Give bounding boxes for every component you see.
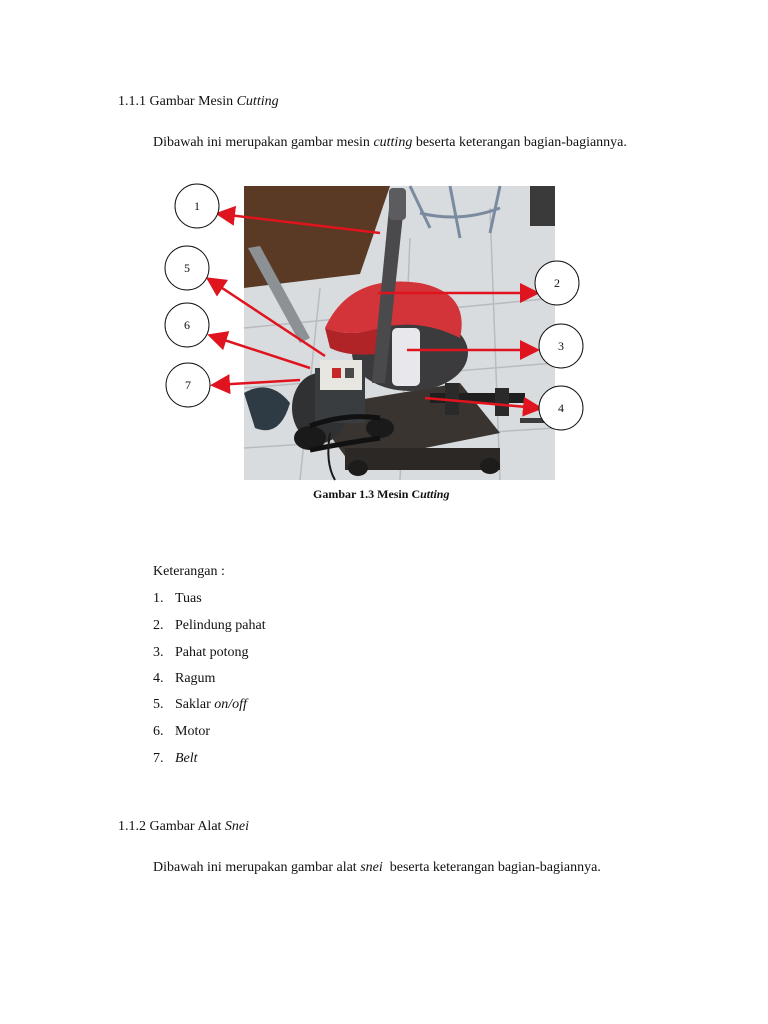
legend-item <box>153 590 202 608</box>
legend-item-italic: on/off <box>214 697 247 712</box>
heading-number: 1.1.2 <box>118 819 146 834</box>
legend-item-text: Tuas <box>175 591 202 606</box>
legend-item-italic: Belt <box>175 751 198 766</box>
intro-italic: snei <box>360 860 383 875</box>
legend-item-text: Pelindung pahat <box>175 618 266 633</box>
legend-item <box>153 696 247 714</box>
heading-text: Gambar Alat <box>149 819 222 834</box>
machine-figure <box>160 178 600 490</box>
legend-item <box>153 750 198 768</box>
intro-before: Dibawah ini merupakan gambar alat <box>153 860 357 875</box>
section-intro-2 <box>153 859 601 877</box>
legend-item-number: 3. <box>153 645 164 660</box>
section-heading-1 <box>118 93 279 111</box>
legend-item <box>153 644 249 662</box>
intro-before: Dibawah ini merupakan gambar mesin <box>153 135 370 150</box>
callout-number-7: 7 <box>185 378 191 392</box>
callout-number-2: 2 <box>554 276 560 290</box>
intro-after: beserta keterangan bagian-bagiannya. <box>389 860 601 875</box>
legend-item-number: 5. <box>153 697 164 712</box>
legend-item-text: Pahat potong <box>175 645 249 660</box>
legend-item-text: Motor <box>175 724 210 739</box>
legend-item-number: 4. <box>153 671 164 686</box>
heading-text: Gambar Mesin <box>149 94 234 109</box>
heading-italic: Snei <box>224 819 250 834</box>
section-heading-2 <box>118 818 249 836</box>
legend-item-number: 7. <box>153 751 164 766</box>
heading-italic: Cutting <box>236 94 279 109</box>
legend-item-number: 6. <box>153 724 164 739</box>
legend-title: Keterangan : <box>153 564 225 579</box>
callout-number-6: 6 <box>184 318 190 332</box>
caption-prefix: Gambar 1.3 Mesin C <box>313 487 421 501</box>
legend-item <box>153 723 210 741</box>
caption-italic: utting <box>420 487 450 501</box>
callout-number-4: 4 <box>558 401 564 415</box>
legend-item <box>153 617 266 635</box>
heading-number: 1.1.1 <box>118 94 146 109</box>
figure-caption <box>313 487 449 502</box>
legend-item-text: Ragum <box>175 671 216 686</box>
callout-number-1: 1 <box>194 199 200 213</box>
section-intro-1 <box>153 134 627 152</box>
legend-item-number: 1. <box>153 591 164 606</box>
callout-number-3: 3 <box>558 339 564 353</box>
legend-item <box>153 670 215 688</box>
legend-item-text: Saklar <box>175 697 211 712</box>
legend-item-number: 2. <box>153 618 164 633</box>
callout-number-5: 5 <box>184 261 190 275</box>
intro-italic: cutting <box>373 135 413 150</box>
intro-after: beserta keterangan bagian-bagiannya. <box>415 135 627 150</box>
